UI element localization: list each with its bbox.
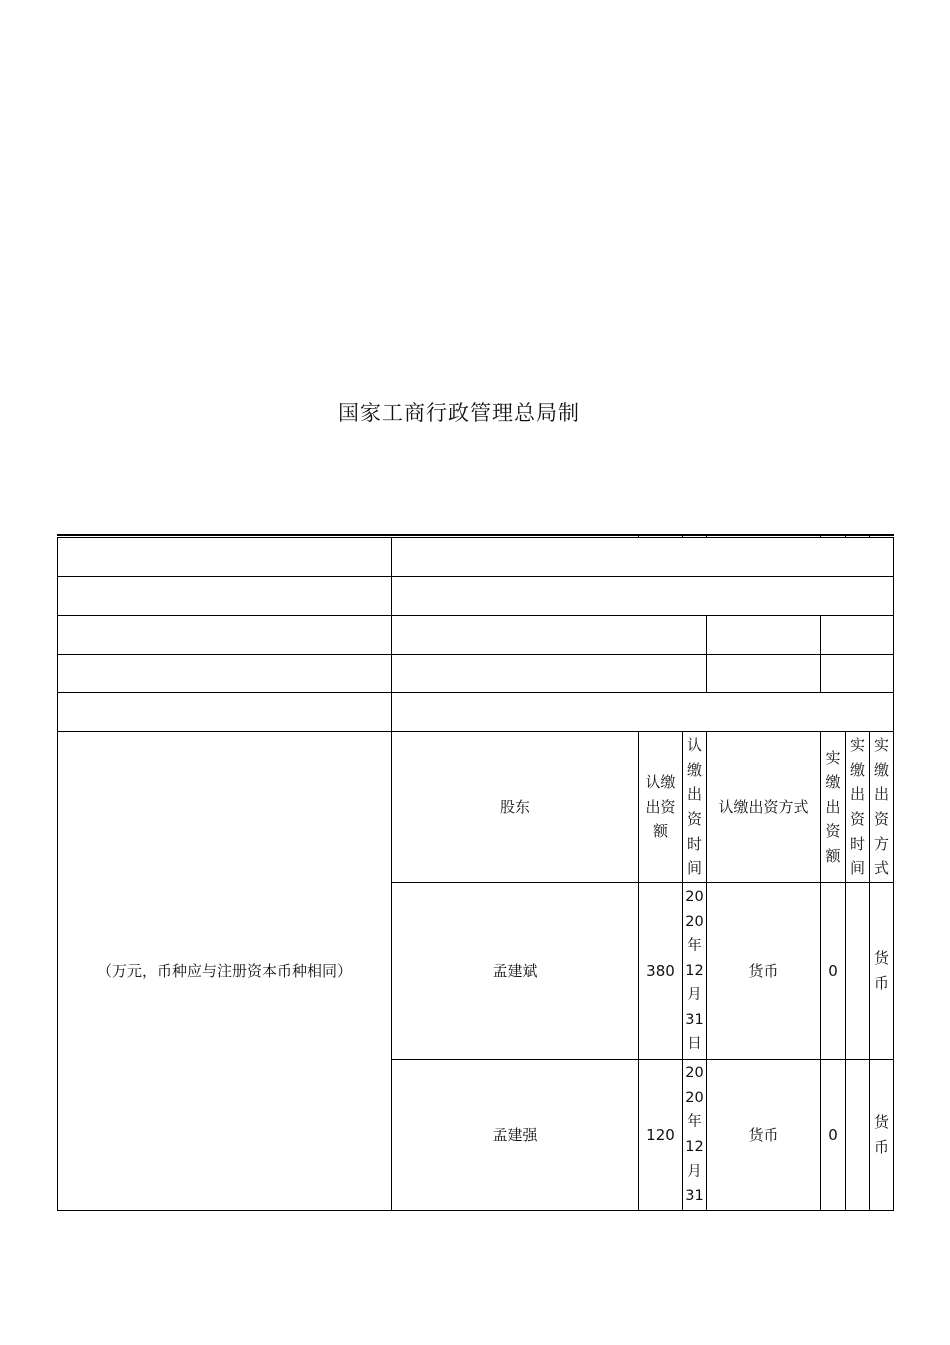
header-subscribed-amount: 认缴出资额	[645, 773, 676, 841]
header-paid-time: 实缴出资时间	[849, 736, 865, 878]
row-paid-amount: 0	[828, 961, 838, 980]
row-paid-method: 货币	[873, 1113, 889, 1156]
table-border-right	[893, 537, 894, 1211]
table-divider	[57, 654, 894, 655]
table-divider	[706, 615, 707, 693]
header-subscribed-method: 认缴出资方式	[718, 797, 809, 816]
table-tick	[682, 534, 683, 538]
header-paid-method: 实缴出资方式	[873, 736, 889, 878]
row-subscribed-time: 2020年12月31	[685, 1065, 704, 1205]
row-paid-time	[846, 1060, 869, 1210]
table-tick	[845, 534, 846, 538]
table-border-bottom	[57, 1210, 894, 1211]
table-divider	[820, 615, 821, 693]
row-subscribed-method: 货币	[748, 1125, 779, 1144]
row-shareholder: 孟建斌	[492, 961, 538, 980]
capital-note-label: （万元，币种应与注册资本币种相同）	[96, 961, 352, 980]
row-subscribed-amount: 380	[646, 961, 675, 980]
table-tick	[638, 534, 639, 538]
table-tick	[820, 534, 821, 538]
row-shareholder: 孟建强	[492, 1125, 538, 1144]
table-tick	[869, 534, 870, 538]
row-paid-amount: 0	[828, 1125, 838, 1144]
table-divider	[57, 615, 894, 616]
table-border-top	[57, 534, 894, 536]
row-subscribed-time: 2020年12月31日	[685, 888, 704, 1053]
table-tick	[706, 534, 707, 538]
row-paid-time	[846, 883, 869, 1059]
row-paid-method: 货币	[873, 949, 889, 992]
header-shareholder: 股东	[499, 797, 530, 816]
document-title: 国家工商行政管理总局制	[338, 401, 580, 425]
row-subscribed-method: 货币	[748, 961, 779, 980]
header-paid-amount: 实缴出资额	[825, 748, 841, 865]
row-subscribed-amount: 120	[646, 1125, 675, 1144]
table-divider	[57, 537, 894, 538]
table-divider	[57, 576, 894, 577]
table-divider	[57, 692, 894, 693]
header-subscribed-time: 认缴出资时间	[686, 736, 702, 878]
